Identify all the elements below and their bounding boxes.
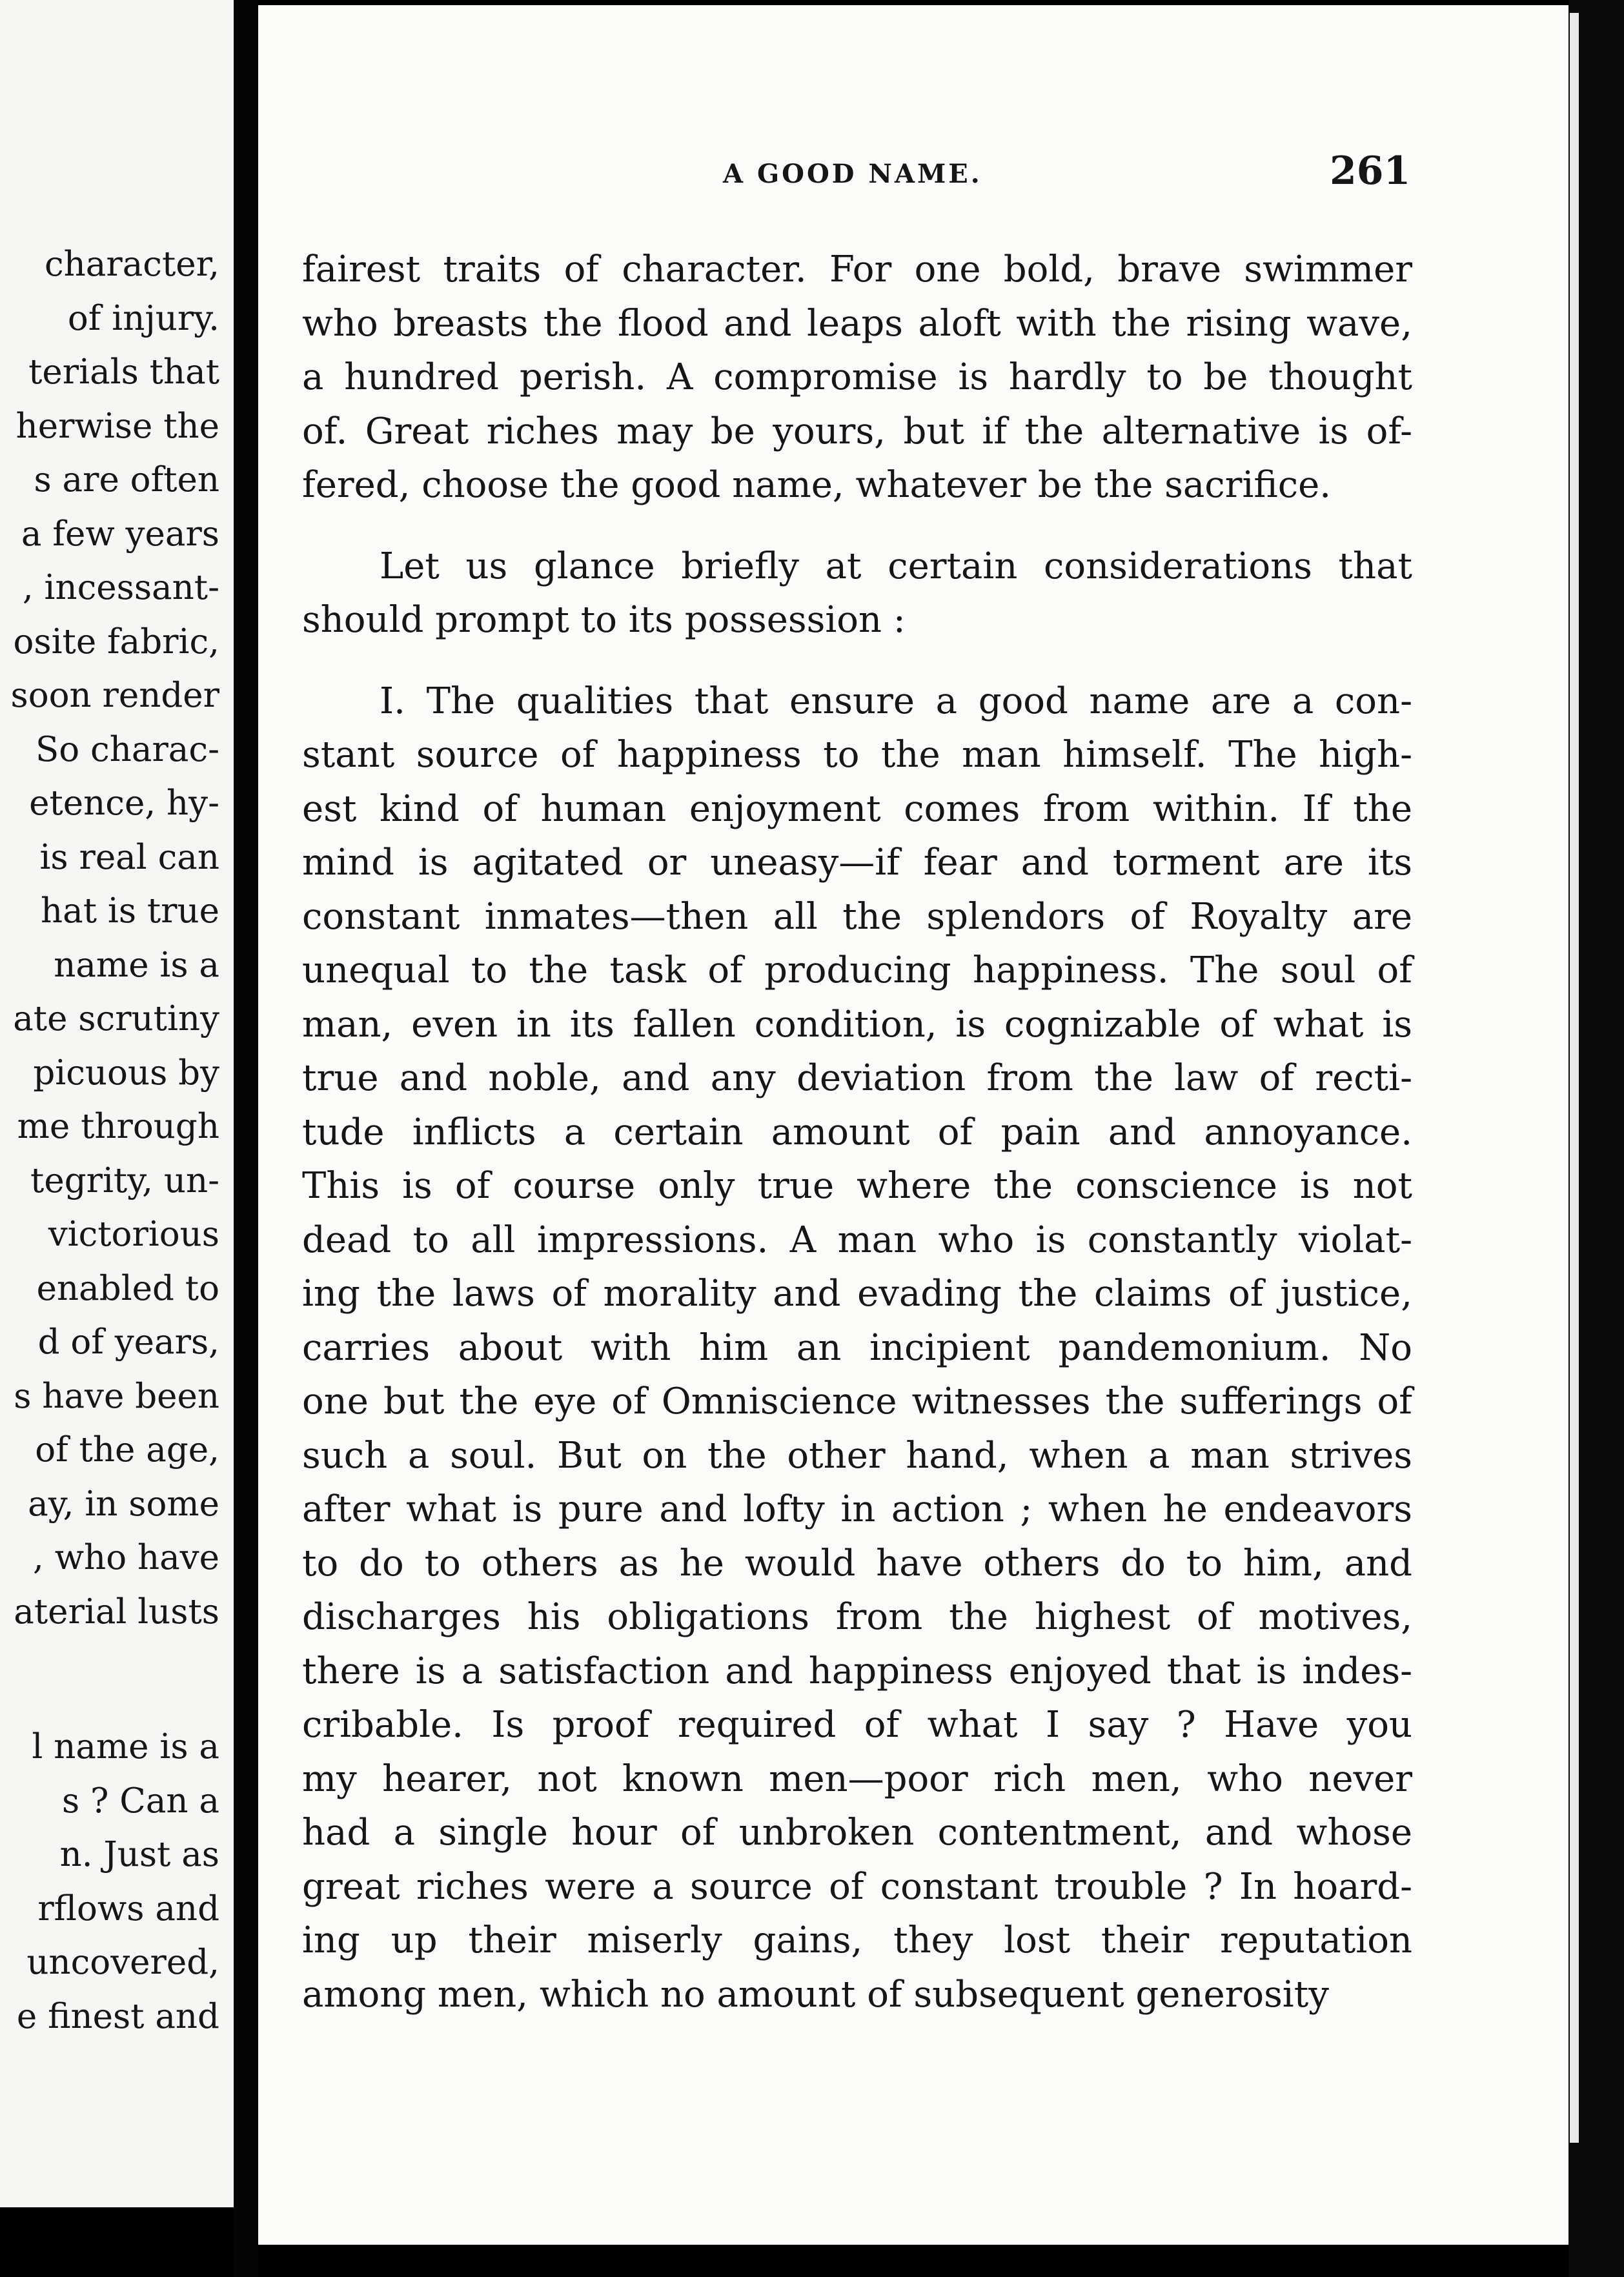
paragraph: [302, 243, 1412, 512]
page-edge: [1568, 0, 1624, 2277]
text-line: tude inflicts a certain amount of pain and annoyance.: [302, 1111, 1412, 1153]
left-page-line: ate scrutiny: [13, 999, 219, 1038]
text-line: true and noble, and any deviation from the law of recti-: [302, 1057, 1412, 1099]
left-page-line: s are often: [34, 460, 219, 500]
text-line: to do to others as he would have others do to him, and: [302, 1542, 1412, 1584]
text-line: fairest traits of character. For one bold, brave swimmer: [302, 248, 1412, 290]
text-line: mind is agitated or uneasy—if fear and torment are its: [302, 842, 1412, 884]
text-line: among men, which no amount of subsequent generosity: [302, 1973, 1329, 2016]
left-page-line: of the age,: [35, 1430, 219, 1470]
left-page-line: , who have: [33, 1538, 219, 1577]
text-line: unequal to the task of producing happiness. The soul of: [302, 949, 1412, 991]
text-line: discharges his obligations from the highest of motives,: [302, 1596, 1412, 1638]
text-line: dead to all impressions. A man who is constantly violat-: [302, 1219, 1412, 1261]
left-page-line: of injury.: [67, 298, 219, 338]
text-line: my hearer, not known men—poor rich men, who never: [302, 1757, 1412, 1800]
right-page: [258, 5, 1568, 2245]
text-line: man, even in its fallen condition, is cognizable of what is: [302, 1003, 1412, 1046]
left-page-line: victorious: [48, 1215, 219, 1254]
left-page-line: , incessant-: [22, 568, 219, 607]
left-page-line: osite fabric,: [13, 622, 219, 662]
page-gutter: [234, 0, 258, 2277]
left-page-line: rflows and: [37, 1888, 219, 1928]
left-page-line: n. Just as: [59, 1835, 219, 1874]
text-line: stant source of happiness to the man himself. The high-: [302, 734, 1412, 776]
text-line: one but the eye of Omniscience witnesses the sufferings of: [302, 1381, 1412, 1422]
left-page-line: enabled to: [36, 1268, 219, 1308]
text-line: I. The qualities that ensure a good name are a con-: [380, 680, 1412, 722]
text-line: a hundred perish. A compromise is hardly to be thought: [302, 356, 1412, 398]
text-line: carries about with him an incipient pandemonium. No: [302, 1326, 1412, 1369]
text-line: ing the laws of morality and evading the claims of justice,: [302, 1273, 1412, 1315]
paragraph: [302, 674, 1412, 2022]
text-line: who breasts the flood and leaps aloft with the rising wave,: [302, 302, 1412, 345]
left-page-line: d of years,: [37, 1322, 219, 1362]
text-line: such a soul. But on the other hand, when a man strives: [302, 1434, 1412, 1477]
text-line: est kind of human enjoyment comes from within. If the: [302, 787, 1412, 830]
left-page-line: aterial lusts: [14, 1592, 219, 1632]
text-line: cribable. Is proof required of what I say ? Have you: [302, 1704, 1412, 1746]
paragraph-gap: [302, 647, 1412, 674]
left-page-line: tegrity, un-: [30, 1160, 219, 1200]
paragraph-gap: [302, 512, 1412, 540]
left-page-line: picuous by: [33, 1053, 219, 1093]
left-page-line: hat is true: [40, 891, 219, 931]
text-line: constant inmates—then all the splendors of Royalty are: [302, 895, 1412, 938]
page-edge-sheet: [1570, 13, 1579, 2143]
text-line: of. Great riches may be yours, but if the alternative is of-: [302, 410, 1412, 452]
left-page-line: uncovered,: [26, 1943, 219, 1982]
left-page-line: soon render: [10, 676, 219, 715]
text-line: had a single hour of unbroken contentment, and whose: [302, 1812, 1412, 1854]
left-page-line: [0, 1639, 219, 1720]
text-line: Let us glance briefly at certain considerations that: [380, 545, 1412, 587]
paragraph: [302, 540, 1412, 647]
left-page-line: etence, hy-: [29, 784, 219, 823]
text-line: should prompt to its possession :: [302, 599, 906, 641]
text-line: ing up their miserly gains, they lost their reputation: [302, 1919, 1412, 1961]
left-page-line: ay, in some: [28, 1484, 219, 1524]
left-page-line: character,: [44, 245, 219, 284]
left-page: [0, 0, 234, 2207]
left-page-line: e finest and: [16, 1996, 219, 2036]
left-page-line: herwise the: [15, 406, 219, 446]
left-page-line: name is a: [54, 945, 219, 985]
running-head: A GOOD NAME.: [723, 159, 982, 189]
page-number: 261: [1330, 148, 1411, 194]
left-page-line: So charac-: [35, 729, 219, 769]
text-line: after what is pure and lofty in action ; when he endeavors: [302, 1488, 1412, 1530]
text-line: fered, choose the good name, whatever be the sacrifice.: [302, 464, 1332, 506]
left-page-line: me through: [17, 1107, 219, 1146]
left-page-line: l name is a: [32, 1727, 219, 1766]
left-page-line: s have been: [14, 1376, 219, 1416]
body-text: [302, 243, 1412, 2021]
text-line: there is a satisfaction and happiness enjoyed that is indes-: [302, 1650, 1412, 1692]
text-line: great riches were a source of constant trouble ? In hoard-: [302, 1865, 1412, 1908]
left-page-line: a few years: [21, 514, 219, 554]
left-page-line: is real can: [39, 837, 219, 877]
left-page-text: [0, 238, 219, 2043]
left-page-line: s ? Can a: [61, 1781, 219, 1821]
left-page-line: terials that: [28, 352, 219, 392]
text-line: This is of course only true where the conscience is not: [302, 1165, 1412, 1207]
